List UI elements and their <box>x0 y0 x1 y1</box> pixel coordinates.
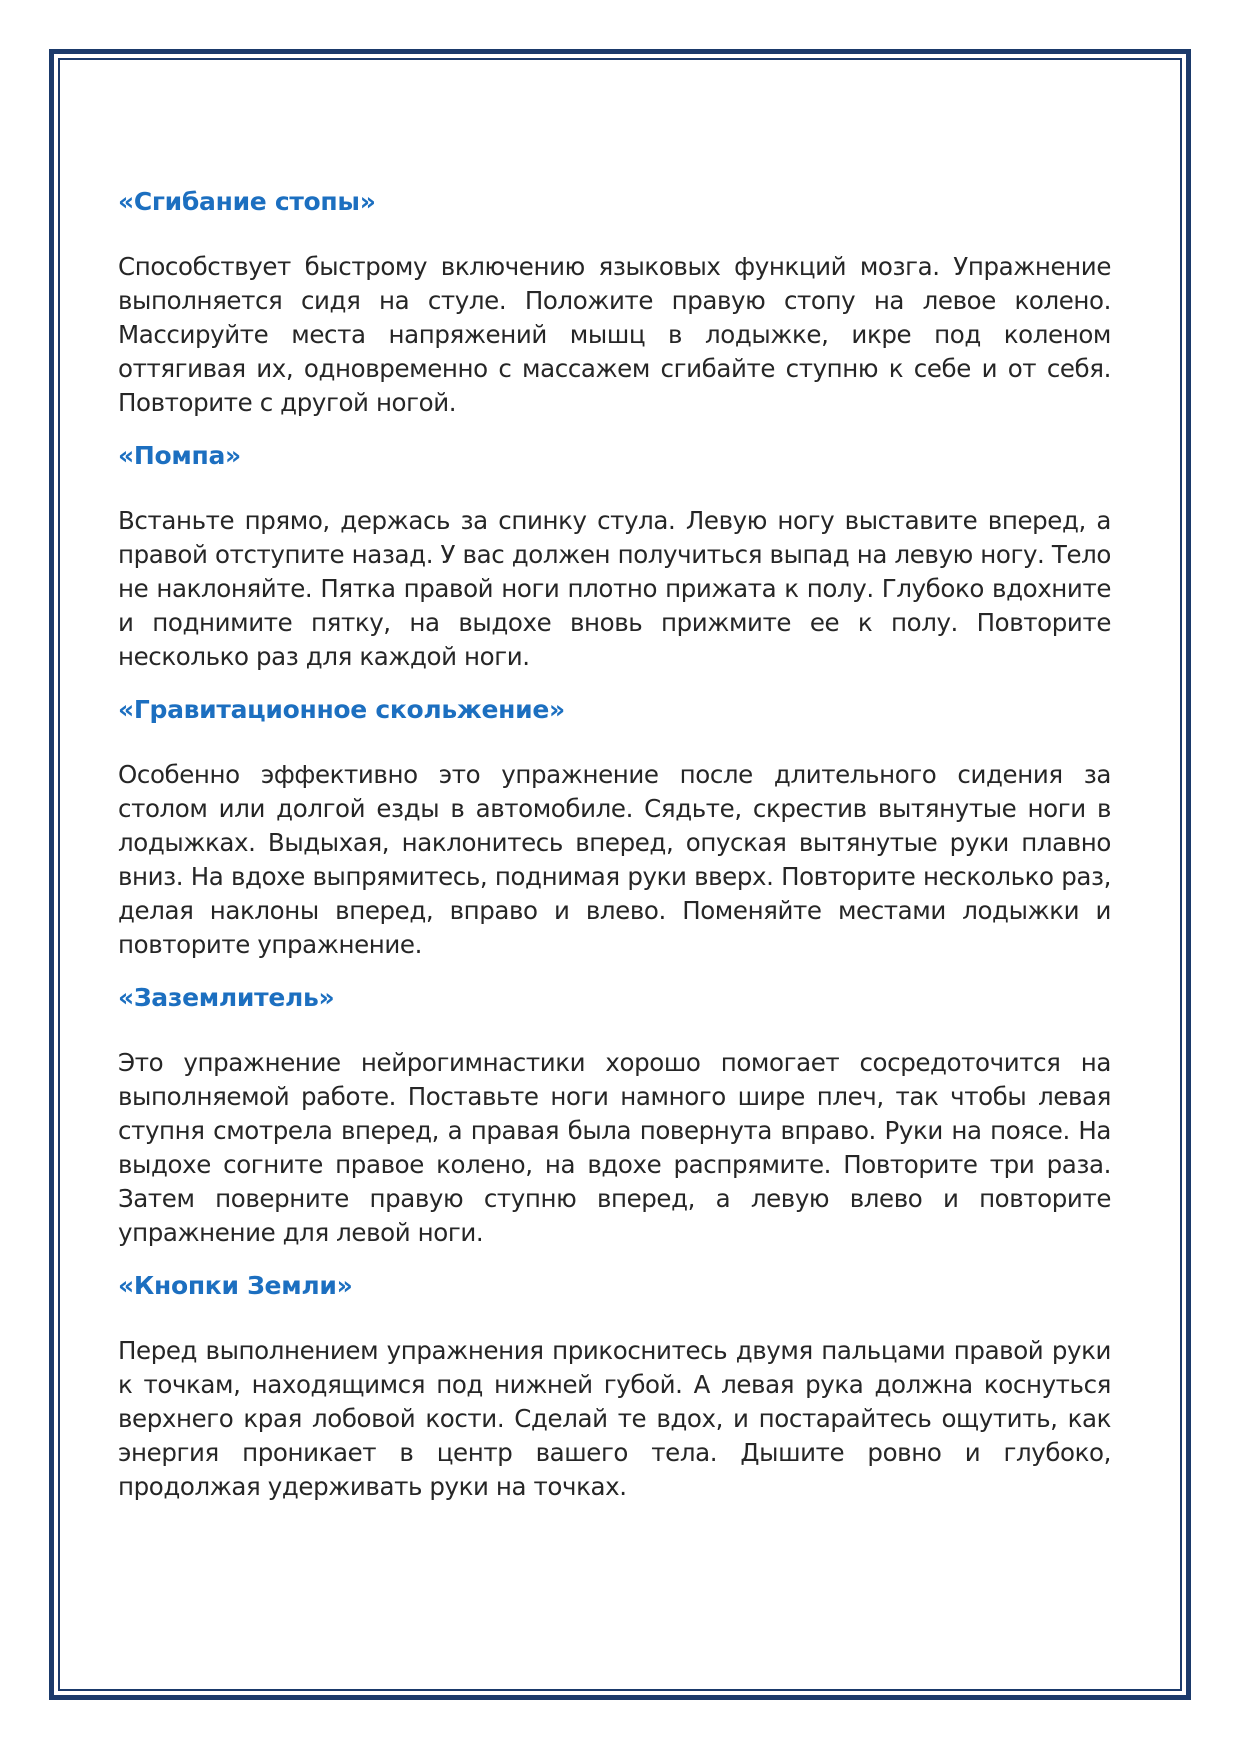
document-content <box>118 186 1111 1524</box>
section-text: Особенно эффективно это упражнение после длительного сидения за столом или долгой езды в автомобиле. Сядьте, скрестив вытянутые ноги в лодыжках. Выдыхая, наклонитесь вперед, опуская вытянутые руки плавно вниз. На вдохе выпрямитесь, поднимая руки вверх. Повторите несколько раз, делая наклоны вперед, вправо и влево. Поменяйте местами лодыжки и повторите упражнение. <box>118 760 1111 959</box>
section-text: Способствует быстрому включению языковых функций мозга. Упражнение выполняется сидя на стуле. Положите правую стопу на левое колено. Массируйте места напряжений мышц в лодыжке, икре под коленом оттягивая их, одновременно с массажем сгибайте ступню к себе и от себя. Повторите с другой ногой. <box>118 252 1111 417</box>
exercise-section-foot-flex <box>118 186 1111 420</box>
exercise-section-gravity-glide <box>118 694 1111 962</box>
section-text: Встаньте прямо, держась за спинку стула. Левую ногу выставите вперед, а правой отступите назад. У вас должен получиться выпад на левую ногу. Тело не наклоняйте. Пятка правой ноги плотно прижата к полу. Глубоко вдохните и поднимите пятку, на выдохе вновь прижмите ее к полу. Повторите несколько раз для каждой ноги. <box>118 506 1111 671</box>
exercise-section-grounder <box>118 982 1111 1250</box>
section-title: «Кнопки Земли» <box>118 1271 353 1300</box>
exercise-section-earth-buttons <box>118 1270 1111 1504</box>
section-title: «Заземлитель» <box>118 983 335 1012</box>
section-text: Перед выполнением упражнения прикоснитесь двумя пальцами правой руки к точкам, находящимся под нижней губой. А левая рука должна коснуться верхнего края лобовой кости. Сделай те вдох, и постарайтесь ощутить, как энергия проникает в центр вашего тела. Дышите ровно и глубоко, продолжая удерживать руки на точках. <box>118 1336 1111 1501</box>
exercise-section-pump <box>118 440 1111 674</box>
section-title: «Гравитационное скольжение» <box>118 695 565 724</box>
section-title: «Сгибание стопы» <box>118 187 376 216</box>
section-title: «Помпа» <box>118 441 241 470</box>
section-text: Это упражнение нейрогимнастики хорошо помогает сосредоточится на выполняемой работе. Поставьте ноги намного шире плеч, так чтобы левая ступня смотрела вперед, а правая была повернута вправо. Руки на поясе. На выдохе согните правое колено, на вдохе распрямите. Повторите три раза. Затем поверните правую ступню вперед, а левую влево и повторите упражнение для левой ноги. <box>118 1048 1111 1247</box>
